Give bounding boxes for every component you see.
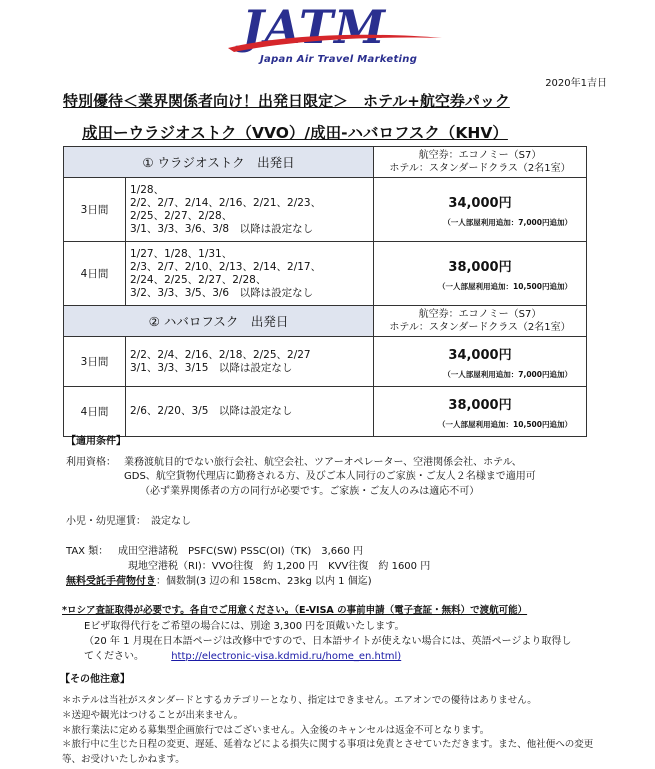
baggage-label: 無料受託手荷物付き [66, 576, 156, 587]
baggage-info [66, 572, 372, 587]
date-line: 1/28、 [130, 183, 165, 196]
price-cell [374, 242, 587, 306]
price-cell [374, 387, 587, 437]
eligibility-label: 利用資格： [66, 457, 116, 468]
other-note: ＊ホテルは当社がスタンダードとするカテゴリーとなり、指定はできません。エアオンでの優待はありません。 [62, 695, 537, 706]
hotel-info: ホテル：スタンダードクラス（2名1室） [389, 322, 571, 333]
tax-label: TAX 類： [66, 546, 109, 557]
date-line: 2/6、2/20、3/5 以降は設定なし [130, 405, 293, 417]
duration: 4日間 [64, 387, 126, 437]
logo-swoosh-icon [224, 32, 446, 54]
departure-dates [126, 387, 374, 437]
eligibility-line: GDS、航空貨物代理店に勤務される方、及びご本人同行のご家族・ご友人２名様まで適用可 [124, 471, 536, 482]
price: 34,000円 [448, 347, 512, 363]
price-cell [374, 178, 587, 242]
departure-dates [126, 242, 374, 306]
price: 38,000円 [448, 397, 512, 413]
tax-line: 現地空港税（RI)：VVO往復 約 1,200 円 KVV往復 約 1600 円 [128, 561, 431, 572]
price: 34,000円 [448, 195, 512, 211]
date-line: 2/3、2/7、2/10、2/13、2/14、2/17、 [130, 260, 322, 273]
date-line: 2/24、2/25、2/27、2/28、 [130, 273, 267, 286]
section-header-row [64, 306, 587, 337]
visa-notice: *ロシア査証取得が必要です。各自でご用意ください。（E-VISA の事前申請（電子査証・無料）で渡航可能） [62, 605, 528, 616]
date-line: 3/2、3/3、3/5、3/6 以降は設定なし [130, 286, 314, 299]
conditions-heading: 【適用条件】 [66, 436, 126, 447]
eligibility-line: （必ず業界関係者の方の同行が必要です。ご家族・ご友人のみは適応不可） [140, 486, 480, 497]
flight-info: 航空券：エコノミー（S7） [418, 150, 542, 161]
section-info [374, 147, 587, 178]
visa-note-end: てください。 [84, 651, 144, 662]
hotel-info: ホテル：スタンダードクラス（2名1室） [389, 163, 571, 174]
route-title: 成田ーウラジオストク（VVO）/成田-ハバロフスク（KHV） [82, 124, 508, 142]
evisa-link[interactable]: http://electronic-visa.kdmid.ru/home_en.html) [171, 651, 402, 662]
other-heading: 【その他注意】 [60, 674, 130, 685]
date-line: 2/2、2/7、2/14、2/16、2/21、2/23、 [130, 196, 322, 209]
single-supplement: （一人部屋利用追加：7,000円追加） [443, 369, 572, 379]
table-row [64, 178, 587, 242]
table-row [64, 337, 587, 387]
visa-fee: Eビザ取得代行をご希望の場合には、別途 3,300 円を頂戴いたします。 [84, 621, 405, 632]
date-line: 2/25、2/27、2/28、 [130, 209, 233, 222]
date-line: 1/27、1/28、1/31、 [130, 247, 233, 260]
table-row [64, 387, 587, 437]
single-supplement: （一人部屋利用追加：10,500円追加） [438, 419, 572, 429]
single-supplement: （一人部屋利用追加：7,000円追加） [443, 217, 572, 227]
flight-info: 航空券：エコノミー（S7） [418, 309, 542, 320]
section-header: ① ウラジオストク 出発日 [64, 147, 374, 178]
duration: 3日間 [64, 178, 126, 242]
duration: 4日間 [64, 242, 126, 306]
visa-link-line [84, 647, 401, 662]
departure-dates [126, 178, 374, 242]
date-line: 2/2、2/4、2/16、2/18、2/25、2/27 [130, 348, 311, 361]
section-header: ② ハバロフスク 出発日 [64, 306, 374, 337]
duration: 3日間 [64, 337, 126, 387]
date-line: 3/1、3/3、3/6、3/8 以降は設定なし [130, 222, 314, 235]
single-supplement: （一人部屋利用追加：10,500円追加） [438, 281, 572, 291]
jatm-logo [224, 2, 446, 72]
logo-subtitle: Japan Air Travel Marketing [260, 54, 418, 65]
tax-line: 成田空港諸税 PSFC(SW) PSSC(OI)（TK) 3,660 円 [118, 546, 364, 557]
date-line: 3/1、3/3、3/15 以降は設定なし [130, 361, 293, 374]
visa-note: （20 年 1 月現在日本語ページは改修中ですので、日本語サイトが使えない場合には、英語ページより取得し [84, 636, 572, 647]
departure-dates [126, 337, 374, 387]
other-note: ＊旅行中に生じた日程の変更、遅延、延着などによる損失に関する事項は免責とさせていただきます。また、他社便への変更等、お受けいたしかねます。 [62, 739, 594, 765]
child-fare: 小児・幼児運賃： 設定なし [66, 516, 191, 527]
price-cell [374, 337, 587, 387]
eligibility-line: 業務渡航目的でない旅行会社、航空会社、ツアーオペレーター、空港関係会社、ホテル、 [124, 457, 522, 468]
section-info [374, 306, 587, 337]
other-note: ＊旅行業法に定める募集型企画旅行ではございません。入金後のキャンセルは返金不可となります。 [62, 725, 490, 736]
baggage-text: ：個数制(3 辺の和 158cm、23kg 以内 1 個迄) [156, 576, 372, 587]
logo-wordmark: JATM [242, 0, 387, 54]
other-note: ＊送迎や観光はつけることが出来ません。 [62, 710, 244, 721]
table-row [64, 242, 587, 306]
price: 38,000円 [448, 259, 512, 275]
package-table [63, 146, 587, 437]
page-title: 特別優待＜業界関係者向け！出発日限定＞ ホテル+航空券パック [63, 92, 510, 110]
issue-date: 2020年1吉日 [545, 78, 607, 89]
section-header-row [64, 147, 587, 178]
